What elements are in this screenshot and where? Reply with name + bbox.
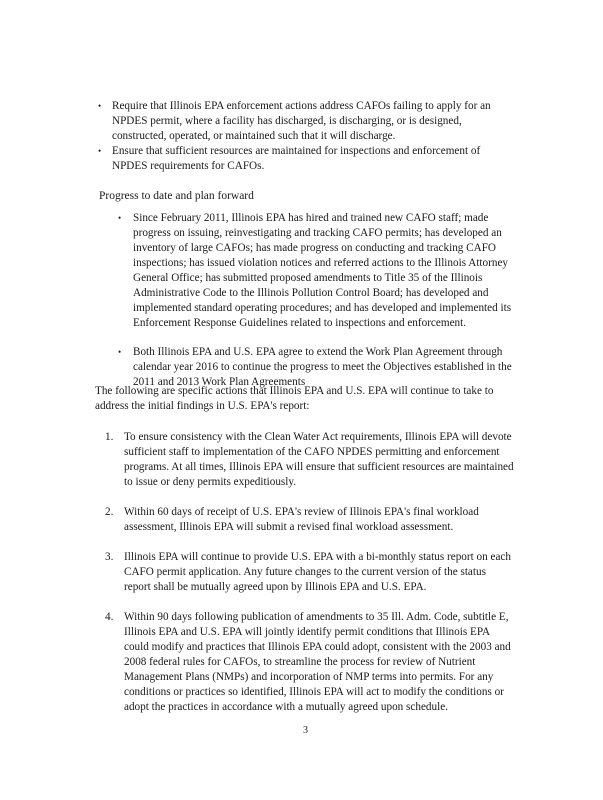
numbered-item [105,610,515,715]
item-number: 2. [105,506,114,518]
item-text: Illinois EPA will continue to provide U.S. EPA with a bi-monthly status report on each CAFO permit application. Any future changes to the current version of the status report shall be mutually agreed upon by Illinois EPA and U.S. EPA. [124,551,511,593]
progress-bullet-list [118,211,513,390]
actions-numbered-list [105,430,515,715]
item-text: Within 90 days following publication of amendments to 35 Ill. Adm. Code, subtitle E, Illinois EPA and U.S. EPA will jointly identify permit conditions that Illinois EPA could modify and practices that Illinois EPA could adopt, consistent with the 2003 and 2008 federal rules for CAFOs, to streamline the process for review of Nutrient Management Plans (NMPs) and incorporation of NMP terms into permits. For any conditions or practices so identified, Illinois EPA will act to modify the conditions or adopt the practices in accordance with a mutually agreed upon schedule. [124,611,511,713]
item-number: 1. [105,431,114,443]
list-item: • Require that Illinois EPA enforcement actions address CAFOs failing to apply for an NPDES permit, where a facility has discharged, is discharging, or is designed, constructed, operated, or maintained such that it will discharge. [98,99,518,144]
list-item: • Both Illinois EPA and U.S. EPA agree to extend the Work Plan Agreement through calendar year 2016 to continue the progress to meet the Objectives established in the 2011 and 2013 Work Plan Agreements [118,345,513,390]
numbered-item [105,430,515,490]
list-item: • Since February 2011, Illinois EPA has hired and trained new CAFO staff; made progress on issuing, reinvestigating and tracking CAFO permits; has developed an inventory of large CAFOs; has made progress on conducting and tracking CAFO inspections; has issued violation notices and referred actions to the Illinois Attorney General Office; has submitted proposed amendments to Title 35 of the Illinois Administrative Code to the Illinois Pollution Control Board; has developed and implemented standard operating procedures; and has developed and implemented its Enforcement Response Guidelines related to inspections and enforcement. [118,211,513,331]
numbered-item [105,550,515,595]
objectives-bullet-list [98,99,518,174]
item-text: Within 60 days of receipt of U.S. EPA's review of Illinois EPA's final workload assessment, Illinois EPA will submit a revised final workload assessment. [124,506,479,533]
item-text: To ensure consistency with the Clean Water Act requirements, Illinois EPA will devote sufficient staff to implementation of the CAFO NPDES permitting and enforcement programs. At all times, Illinois EPA will ensure that sufficient resources are maintained to issue or deny permits expeditiously. [124,431,514,488]
page-number: 3 [303,725,308,736]
intro-paragraph: The following are specific actions that Illinois EPA and U.S. EPA will continue to take to address the initial findings in U.S. EPA's report: [95,385,494,412]
item-number: 3. [105,551,114,563]
item-number: 4. [105,611,114,623]
numbered-item [105,505,515,535]
list-item: • Ensure that sufficient resources are maintained for inspections and enforcement of NPDES requirements for CAFOs. [98,144,518,174]
section-heading: Progress to date and plan forward [99,190,254,202]
